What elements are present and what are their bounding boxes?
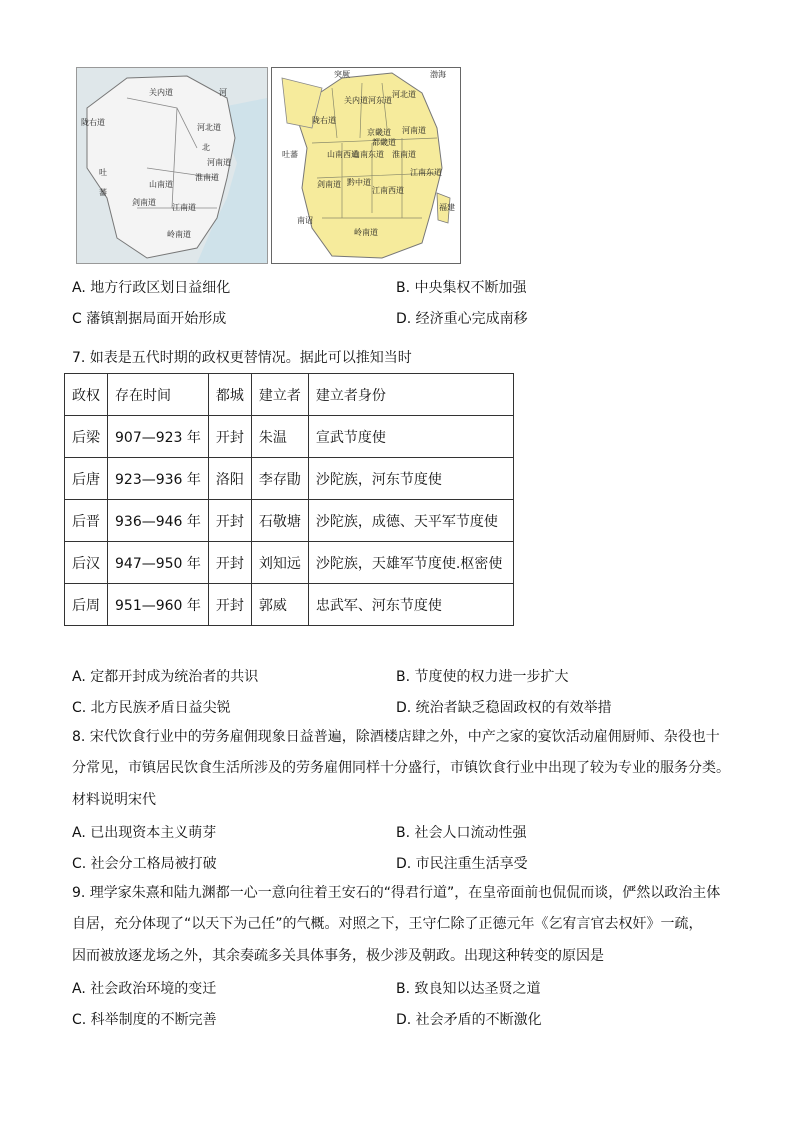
- q6-option-b: B. 中央集权不断加强: [396, 280, 527, 296]
- table-cell: 907—923 年: [108, 416, 209, 458]
- table-cell: 947—950 年: [108, 542, 209, 584]
- map-label: 南诏: [297, 216, 313, 225]
- map-label: 淮南道: [392, 150, 416, 159]
- q9-stem-line3: 因而被放逐龙场之外，其余奏疏多关具体事务，极少涉及朝政。出现这种转变的原因是: [72, 948, 604, 964]
- map-label: 陇右道: [312, 116, 336, 125]
- map-label: 江南东道: [410, 168, 442, 177]
- table-header-row: [65, 374, 514, 416]
- q8-stem-line1: 8. 宋代饮食行业中的劳务雇佣现象日益普遍，除酒楼店肆之外，中产之家的宴饮活动雇佣厨师、杂役也十: [72, 729, 720, 745]
- q9-option-c: C. 科举制度的不断完善: [72, 1012, 217, 1028]
- table-cell: 洛阳: [208, 458, 251, 500]
- q7-stem: 7. 如表是五代时期的政权更替情况。据此可以推知当时: [72, 350, 412, 366]
- map-label: 黔中道: [347, 178, 371, 187]
- q8-option-b: B. 社会人口流动性强: [396, 825, 527, 841]
- map-label: 陇右道: [81, 118, 105, 127]
- table-cell: 忠武军、河东节度使: [308, 584, 513, 626]
- q8-stem-line3: 材料说明宋代: [72, 792, 156, 808]
- q9-stem-line1: 9. 理学家朱熹和陆九渊都一心一意向往着王安石的“得君行道”，在皇帝面前也侃侃而谈，俨然以政治主体: [72, 885, 721, 901]
- table-cell: 开封: [208, 542, 251, 584]
- table-cell: 936—946 年: [108, 500, 209, 542]
- table-cell: 951—960 年: [108, 584, 209, 626]
- q7-option-c: C. 北方民族矛盾日益尖锐: [72, 700, 231, 716]
- table-row: [65, 458, 514, 500]
- table-cell: 后唐: [65, 458, 108, 500]
- table-cell: 923—936 年: [108, 458, 209, 500]
- table-cell: 朱温: [251, 416, 308, 458]
- map-label: 京畿道: [367, 128, 391, 137]
- q9-option-b: B. 致良知以达圣贤之道: [396, 981, 541, 997]
- q6-option-c: C 藩镇割据局面开始形成: [72, 311, 227, 327]
- q7-table: [64, 373, 514, 626]
- map-label: 山南西道: [327, 150, 359, 159]
- q7-option-a: A. 定都开封成为统治者的共识: [72, 669, 259, 685]
- map-label: 江南道: [172, 203, 196, 212]
- map-label: 岭南道: [167, 230, 191, 239]
- map-label: 突厥: [334, 70, 350, 79]
- table-cell: 开封: [208, 584, 251, 626]
- table-header: 都城: [208, 374, 251, 416]
- map-label: 福建: [439, 203, 455, 212]
- map-label: 岭南道: [354, 228, 378, 237]
- map-label: 河北道: [392, 90, 416, 99]
- table-cell: 刘知远: [251, 542, 308, 584]
- map-label: 剑南道: [132, 198, 156, 207]
- table-cell: 沙陀族，河东节度使: [308, 458, 513, 500]
- map-label: 河: [219, 88, 227, 97]
- q9-option-d: D. 社会矛盾的不断激化: [396, 1012, 542, 1028]
- table-cell: 沙陀族，成德、天平军节度使: [308, 500, 513, 542]
- map-label: 吐蕃: [282, 150, 298, 159]
- table-cell: 开封: [208, 416, 251, 458]
- map-label: 河北道: [197, 123, 221, 132]
- map-tang-late: [271, 67, 461, 264]
- q9-stem-line2: 自居，充分体现了“以天下为己任”的气概。对照之下，王守仁除了正德元年《乞宥言官去权奸》一疏，: [72, 916, 703, 932]
- table-header: 存在时间: [108, 374, 209, 416]
- q7-option-b: B. 节度使的权力进一步扩大: [396, 669, 569, 685]
- table-cell: 郭威: [251, 584, 308, 626]
- table-row: [65, 542, 514, 584]
- map-label: 都畿道: [372, 138, 396, 147]
- table-row: [65, 416, 514, 458]
- map-label: 河南道: [207, 158, 231, 167]
- map-label: 北: [202, 143, 210, 152]
- q8-option-d: D. 市民注重生活享受: [396, 856, 528, 872]
- table-header: 建立者: [251, 374, 308, 416]
- map-label: 山南东道: [352, 150, 384, 159]
- map-label: 河南道: [402, 126, 426, 135]
- q8-stem-line2: 分常见，市镇居民饮食生活所涉及的劳务雇佣同样十分盛行，市镇饮食行业中出现了较为专业的服务分类。: [72, 760, 730, 776]
- map-label: 河东道: [368, 96, 392, 105]
- table-header: 建立者身份: [308, 374, 513, 416]
- table-row: [65, 500, 514, 542]
- q6-option-d: D. 经济重心完成南移: [396, 311, 528, 327]
- table-row: [65, 584, 514, 626]
- q8-option-c: C. 社会分工格局被打破: [72, 856, 217, 872]
- map-label: 吐: [99, 168, 107, 177]
- table-cell: 石敬塘: [251, 500, 308, 542]
- table-cell: 后梁: [65, 416, 108, 458]
- q7-option-d: D. 统治者缺乏稳固政权的有效举措: [396, 700, 612, 716]
- map-label: 江南西道: [372, 186, 404, 195]
- map-label: 山南道: [149, 180, 173, 189]
- q9-option-a: A. 社会政治环境的变迁: [72, 981, 217, 997]
- map-label: 剑南道: [317, 180, 341, 189]
- map-label: 关内道: [344, 96, 368, 105]
- table-cell: 宣武节度使: [308, 416, 513, 458]
- table-cell: 李存勖: [251, 458, 308, 500]
- q8-option-a: A. 已出现资本主义萌芽: [72, 825, 217, 841]
- table-cell: 沙陀族，天雄军节度使.枢密使: [308, 542, 513, 584]
- table-cell: 开封: [208, 500, 251, 542]
- map-label: 淮南道: [195, 173, 219, 182]
- table-cell: 后晋: [65, 500, 108, 542]
- map-label: 蕃: [99, 188, 107, 197]
- table-header: 政权: [65, 374, 108, 416]
- map-tang-early: [76, 67, 268, 264]
- map-label: 渤海: [430, 70, 446, 79]
- table-cell: 后汉: [65, 542, 108, 584]
- q6-option-a: A. 地方行政区划日益细化: [72, 280, 231, 296]
- map-label: 关内道: [149, 88, 173, 97]
- table-cell: 后周: [65, 584, 108, 626]
